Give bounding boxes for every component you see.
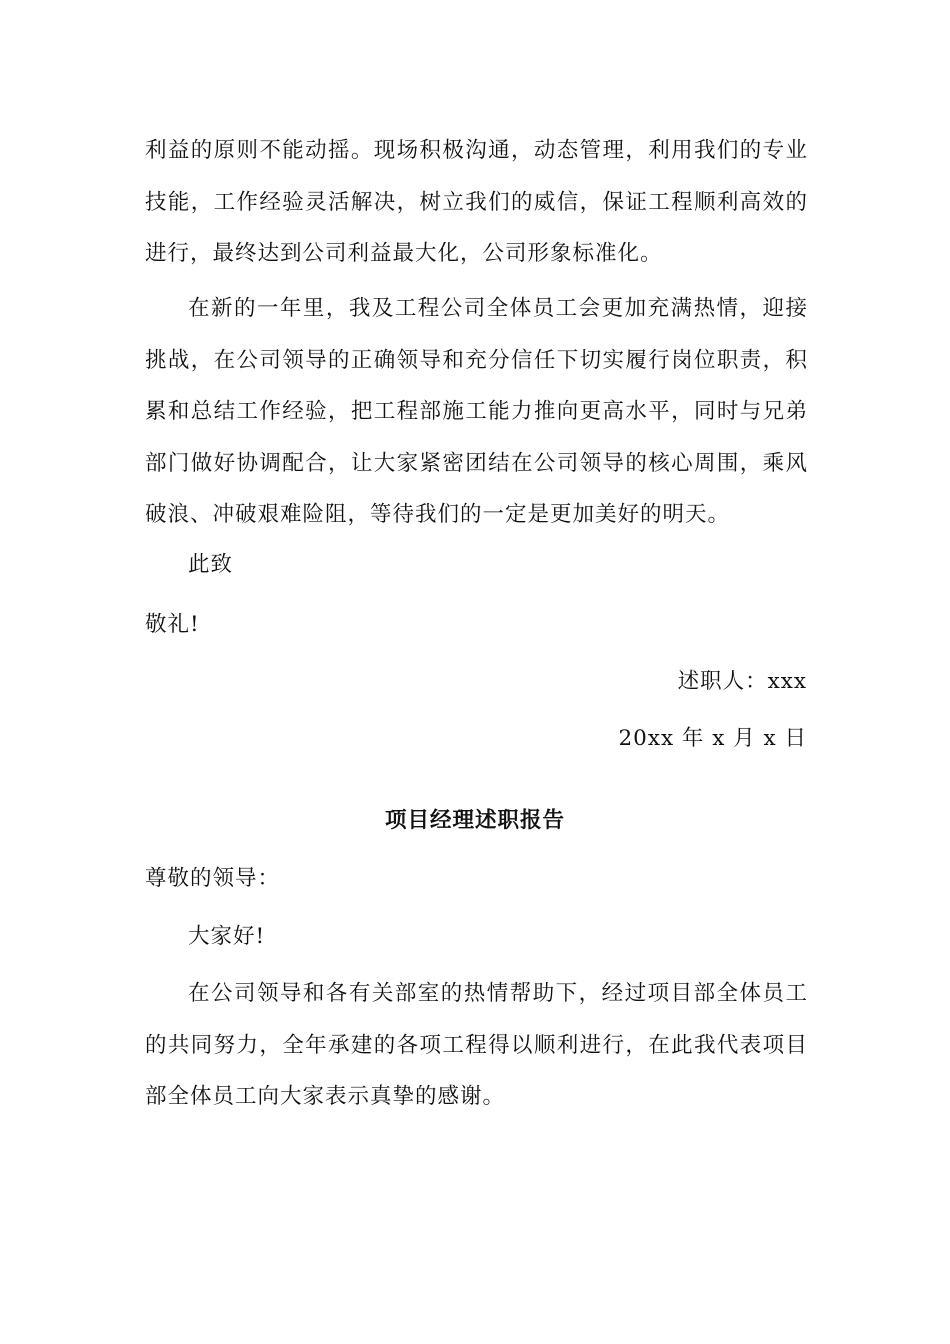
greeting: 大家好! (188, 924, 266, 949)
paragraph-continued: 利益的原则不能动摇。现场积极沟通，动态管理，利用我们的专业技能，工作经验灵活解决，树立我们的威信，保证工程顺利高效的进行，最终达到公司利益最大化，公司形象标准化。 (145, 138, 808, 266)
signature-line: 述职人：xxx (677, 669, 807, 694)
closing-respect: 敬礼! (145, 612, 200, 637)
closing-salutation: 此致 (188, 552, 234, 577)
salutation: 尊敬的领导： (145, 866, 281, 891)
paragraph-intro: 在公司领导和各有关部室的热情帮助下，经过项目部全体员工的共同努力，全年承建的各项工程得以顺利进行，在此我代表项目部全体员工向大家表示真挚的感谢。 (145, 981, 808, 1109)
report-title: 项目经理述职报告 (384, 808, 565, 833)
date-line: 20xx 年 x 月 x 日 (618, 726, 807, 751)
paragraph-new-year: 在新的一年里，我及工程公司全体员工会更加充满热情，迎接挑战，在公司领导的正确领导和充分信任下切实履行岗位职责，积累和总结工作经验，把工程部施工能力推向更高水平，同时与兄弟部门做好协调配合，让大家紧密团结在公司领导的核心周围，乘风破浪、冲破艰难险阻，等待我们的一定是更加美好的明天。 (145, 296, 808, 527)
